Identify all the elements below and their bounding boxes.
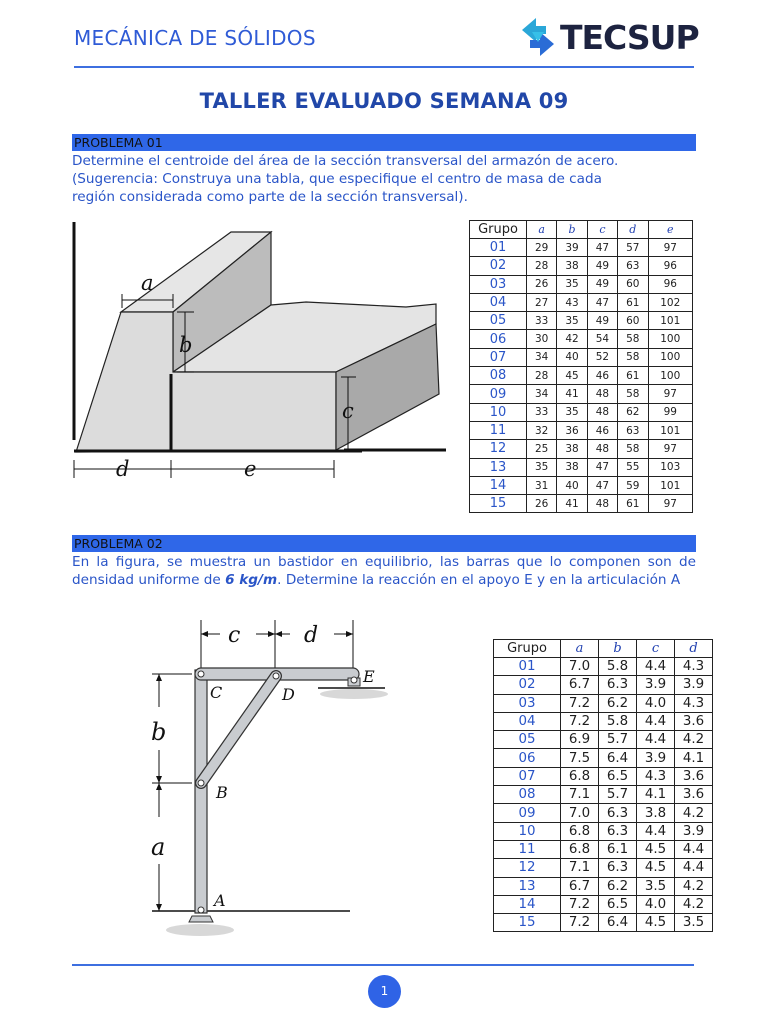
table-row <box>494 767 713 785</box>
density-value: 6 kg/m <box>225 572 278 588</box>
table-row <box>470 312 693 330</box>
problem-02-figure <box>140 612 400 942</box>
value-cell: 4.4 <box>675 840 713 858</box>
table-row <box>494 840 713 858</box>
value-cell: 6.2 <box>599 877 637 895</box>
value-cell: 28 <box>527 367 557 385</box>
group-cell: 07 <box>470 348 527 366</box>
value-cell: 47 <box>587 476 617 494</box>
value-cell: 63 <box>618 257 648 275</box>
value-cell: 6.3 <box>599 822 637 840</box>
page-number: 1 <box>368 975 401 1008</box>
table-row <box>470 293 693 311</box>
value-cell: 3.6 <box>675 786 713 804</box>
value-cell: 60 <box>618 312 648 330</box>
value-cell: 6.1 <box>599 840 637 858</box>
value-cell: 38 <box>557 458 587 476</box>
value-cell: 4.2 <box>675 804 713 822</box>
group-cell: 11 <box>470 421 527 439</box>
table-row <box>494 658 713 676</box>
table-header-row <box>470 221 693 239</box>
problem-01-line2: (Sugerencia: Construya una tabla, que especifique el centro de masa de cada <box>72 171 602 187</box>
value-cell: 38 <box>557 257 587 275</box>
value-cell: 41 <box>557 385 587 403</box>
value-cell: 100 <box>648 330 693 348</box>
value-cell: 4.5 <box>637 840 675 858</box>
value-cell: 5.7 <box>599 731 637 749</box>
group-cell: 12 <box>470 440 527 458</box>
value-cell: 7.5 <box>561 749 599 767</box>
vertical-bar <box>195 670 207 913</box>
table-row <box>494 712 713 730</box>
problem-01-table <box>469 220 693 513</box>
value-cell: 45 <box>557 367 587 385</box>
value-cell: 4.4 <box>637 731 675 749</box>
group-cell: 07 <box>494 767 561 785</box>
value-cell: 26 <box>527 495 557 513</box>
value-cell: 7.0 <box>561 804 599 822</box>
group-cell: 12 <box>494 859 561 877</box>
value-cell: 4.4 <box>637 658 675 676</box>
label-c2: c <box>228 623 241 648</box>
page-title: TALLER EVALUADO SEMANA 09 <box>199 89 569 113</box>
value-cell: 32 <box>527 421 557 439</box>
value-cell: 4.4 <box>675 859 713 877</box>
value-cell: 6.5 <box>599 767 637 785</box>
value-cell: 6.4 <box>599 914 637 932</box>
value-cell: 96 <box>648 275 693 293</box>
value-cell: 4.4 <box>637 822 675 840</box>
value-cell: 101 <box>648 312 693 330</box>
value-cell: 30 <box>527 330 557 348</box>
value-cell: 48 <box>587 403 617 421</box>
value-cell: 96 <box>648 257 693 275</box>
table-row <box>470 367 693 385</box>
table-row <box>494 859 713 877</box>
value-cell: 3.9 <box>637 749 675 767</box>
value-cell: 7.2 <box>561 895 599 913</box>
value-cell: 4.2 <box>675 895 713 913</box>
table-row <box>494 749 713 767</box>
table-row <box>470 440 693 458</box>
label-d: d <box>116 457 130 481</box>
value-cell: 3.6 <box>675 712 713 730</box>
group-cell: 09 <box>470 385 527 403</box>
group-cell: 03 <box>470 275 527 293</box>
value-cell: 33 <box>527 312 557 330</box>
label-b2: b <box>151 718 167 746</box>
value-cell: 57 <box>618 239 648 257</box>
value-cell: 3.9 <box>637 676 675 694</box>
value-cell: 6.8 <box>561 822 599 840</box>
group-cell: 04 <box>470 293 527 311</box>
group-cell: 06 <box>470 330 527 348</box>
value-cell: 6.3 <box>599 804 637 822</box>
label-C: C <box>210 683 223 702</box>
value-cell: 4.3 <box>675 658 713 676</box>
value-cell: 48 <box>587 495 617 513</box>
problem-01-band: PROBLEMA 01 <box>72 134 696 151</box>
value-cell: 4.2 <box>675 731 713 749</box>
ground-shadow-e <box>320 689 388 699</box>
value-cell: 102 <box>648 293 693 311</box>
value-cell: 29 <box>527 239 557 257</box>
label-d2: d <box>304 623 319 648</box>
value-cell: 4.2 <box>675 877 713 895</box>
value-cell: 58 <box>618 348 648 366</box>
header-a: a <box>561 640 599 658</box>
table-row <box>470 385 693 403</box>
group-cell: 10 <box>494 822 561 840</box>
value-cell: 58 <box>618 385 648 403</box>
course-title: MECÁNICA DE SÓLIDOS <box>74 26 316 50</box>
table-row <box>494 676 713 694</box>
value-cell: 48 <box>587 385 617 403</box>
header-b: b <box>599 640 637 658</box>
problem-02-text-part2: . Determine la reacción en el apoyo E y en la articulación A <box>277 572 681 588</box>
group-cell: 14 <box>494 895 561 913</box>
value-cell: 54 <box>587 330 617 348</box>
table-row <box>470 421 693 439</box>
value-cell: 6.4 <box>599 749 637 767</box>
value-cell: 49 <box>587 312 617 330</box>
table-row <box>494 822 713 840</box>
value-cell: 35 <box>557 403 587 421</box>
table-row <box>470 275 693 293</box>
value-cell: 101 <box>648 476 693 494</box>
group-cell: 03 <box>494 694 561 712</box>
value-cell: 47 <box>587 239 617 257</box>
table-row <box>494 914 713 932</box>
value-cell: 42 <box>557 330 587 348</box>
value-cell: 103 <box>648 458 693 476</box>
value-cell: 49 <box>587 257 617 275</box>
header-e: e <box>648 221 693 239</box>
value-cell: 3.5 <box>637 877 675 895</box>
value-cell: 48 <box>587 440 617 458</box>
value-cell: 43 <box>557 293 587 311</box>
value-cell: 7.0 <box>561 658 599 676</box>
value-cell: 35 <box>557 312 587 330</box>
footer-divider <box>72 964 694 966</box>
group-cell: 02 <box>494 676 561 694</box>
header-c: c <box>637 640 675 658</box>
value-cell: 49 <box>587 275 617 293</box>
value-cell: 31 <box>527 476 557 494</box>
table-row <box>470 458 693 476</box>
value-cell: 4.1 <box>675 749 713 767</box>
value-cell: 100 <box>648 348 693 366</box>
value-cell: 38 <box>557 440 587 458</box>
tecsup-logo <box>516 14 699 62</box>
value-cell: 4.3 <box>637 767 675 785</box>
value-cell: 5.8 <box>599 712 637 730</box>
value-cell: 6.7 <box>561 676 599 694</box>
table-row <box>494 694 713 712</box>
problem-01-text <box>72 152 696 206</box>
label-E: E <box>363 667 375 686</box>
value-cell: 35 <box>557 275 587 293</box>
value-cell: 27 <box>527 293 557 311</box>
value-cell: 46 <box>587 421 617 439</box>
group-cell: 05 <box>470 312 527 330</box>
label-e: e <box>244 457 257 481</box>
group-cell: 14 <box>470 476 527 494</box>
value-cell: 40 <box>557 348 587 366</box>
problem-02-table <box>493 639 713 932</box>
value-cell: 62 <box>618 403 648 421</box>
value-cell: 61 <box>618 293 648 311</box>
label-b: b <box>179 333 193 357</box>
group-cell: 15 <box>494 914 561 932</box>
group-cell: 08 <box>470 367 527 385</box>
value-cell: 6.5 <box>599 895 637 913</box>
value-cell: 99 <box>648 403 693 421</box>
header-a: a <box>527 221 557 239</box>
group-cell: 02 <box>470 257 527 275</box>
group-cell: 15 <box>470 495 527 513</box>
value-cell: 3.9 <box>675 822 713 840</box>
group-cell: 04 <box>494 712 561 730</box>
problem-02-band: PROBLEMA 02 <box>72 535 696 552</box>
header-d: d <box>618 221 648 239</box>
value-cell: 4.3 <box>675 694 713 712</box>
group-cell: 11 <box>494 840 561 858</box>
value-cell: 34 <box>527 348 557 366</box>
value-cell: 58 <box>618 440 648 458</box>
table-row <box>470 257 693 275</box>
label-A: A <box>214 891 226 910</box>
table-row <box>470 495 693 513</box>
value-cell: 4.0 <box>637 694 675 712</box>
value-cell: 97 <box>648 440 693 458</box>
value-cell: 61 <box>618 367 648 385</box>
value-cell: 36 <box>557 421 587 439</box>
value-cell: 58 <box>618 330 648 348</box>
value-cell: 63 <box>618 421 648 439</box>
value-cell: 3.8 <box>637 804 675 822</box>
value-cell: 101 <box>648 421 693 439</box>
label-B: B <box>216 783 228 802</box>
table-row <box>494 731 713 749</box>
header-divider <box>74 66 694 68</box>
group-cell: 01 <box>470 239 527 257</box>
value-cell: 60 <box>618 275 648 293</box>
value-cell: 4.5 <box>637 914 675 932</box>
value-cell: 6.3 <box>599 859 637 877</box>
value-cell: 6.8 <box>561 767 599 785</box>
table-row <box>470 403 693 421</box>
label-a2: a <box>151 833 166 861</box>
value-cell: 5.7 <box>599 786 637 804</box>
group-cell: 06 <box>494 749 561 767</box>
value-cell: 7.1 <box>561 859 599 877</box>
value-cell: 6.7 <box>561 877 599 895</box>
table-row <box>494 786 713 804</box>
value-cell: 59 <box>618 476 648 494</box>
problem-01-figure <box>66 212 450 492</box>
value-cell: 100 <box>648 367 693 385</box>
table-row <box>470 239 693 257</box>
value-cell: 5.8 <box>599 658 637 676</box>
logo-text: TECSUP <box>560 18 699 57</box>
table-row <box>470 330 693 348</box>
value-cell: 6.8 <box>561 840 599 858</box>
value-cell: 46 <box>587 367 617 385</box>
value-cell: 4.4 <box>637 712 675 730</box>
value-cell: 7.2 <box>561 712 599 730</box>
value-cell: 55 <box>618 458 648 476</box>
value-cell: 6.2 <box>599 694 637 712</box>
group-cell: 10 <box>470 403 527 421</box>
group-cell: 08 <box>494 786 561 804</box>
group-cell: 09 <box>494 804 561 822</box>
header-c: c <box>587 221 617 239</box>
value-cell: 3.6 <box>675 767 713 785</box>
value-cell: 52 <box>587 348 617 366</box>
value-cell: 47 <box>587 293 617 311</box>
value-cell: 7.2 <box>561 694 599 712</box>
group-cell: 13 <box>494 877 561 895</box>
header-d: d <box>675 640 713 658</box>
value-cell: 47 <box>587 458 617 476</box>
problem-01-line1: Determine el centroide del área de la sección transversal del armazón de acero. <box>72 153 619 169</box>
table-row <box>494 804 713 822</box>
problem-02-text-part1: En la figura, se muestra un bastidor en equilibrio, las barras que lo componen son de densidad uniforme de <box>72 554 696 588</box>
value-cell: 97 <box>648 385 693 403</box>
value-cell: 34 <box>527 385 557 403</box>
value-cell: 6.9 <box>561 731 599 749</box>
header-grupo: Grupo <box>470 221 527 239</box>
group-cell: 05 <box>494 731 561 749</box>
value-cell: 61 <box>618 495 648 513</box>
value-cell: 41 <box>557 495 587 513</box>
table-header-row <box>494 640 713 658</box>
value-cell: 39 <box>557 239 587 257</box>
value-cell: 3.5 <box>675 914 713 932</box>
value-cell: 28 <box>527 257 557 275</box>
value-cell: 3.9 <box>675 676 713 694</box>
value-cell: 97 <box>648 239 693 257</box>
ground-shadow-a <box>166 924 234 936</box>
header-grupo: Grupo <box>494 640 561 658</box>
group-cell: 13 <box>470 458 527 476</box>
header-b: b <box>557 221 587 239</box>
value-cell: 4.1 <box>637 786 675 804</box>
value-cell: 7.1 <box>561 786 599 804</box>
problem-01-line3: región considerada como parte de la sección transversal). <box>72 189 468 205</box>
value-cell: 7.2 <box>561 914 599 932</box>
table-row <box>470 348 693 366</box>
value-cell: 35 <box>527 458 557 476</box>
label-c: c <box>342 399 354 423</box>
table-row <box>470 476 693 494</box>
value-cell: 33 <box>527 403 557 421</box>
label-D: D <box>282 685 295 704</box>
value-cell: 26 <box>527 275 557 293</box>
problem-02-text <box>72 553 696 589</box>
value-cell: 4.0 <box>637 895 675 913</box>
table-row <box>494 895 713 913</box>
value-cell: 25 <box>527 440 557 458</box>
value-cell: 97 <box>648 495 693 513</box>
value-cell: 4.5 <box>637 859 675 877</box>
group-cell: 01 <box>494 658 561 676</box>
label-a: a <box>141 271 154 295</box>
value-cell: 40 <box>557 476 587 494</box>
table-row <box>494 877 713 895</box>
value-cell: 6.3 <box>599 676 637 694</box>
logo-arrows-icon <box>516 14 560 60</box>
